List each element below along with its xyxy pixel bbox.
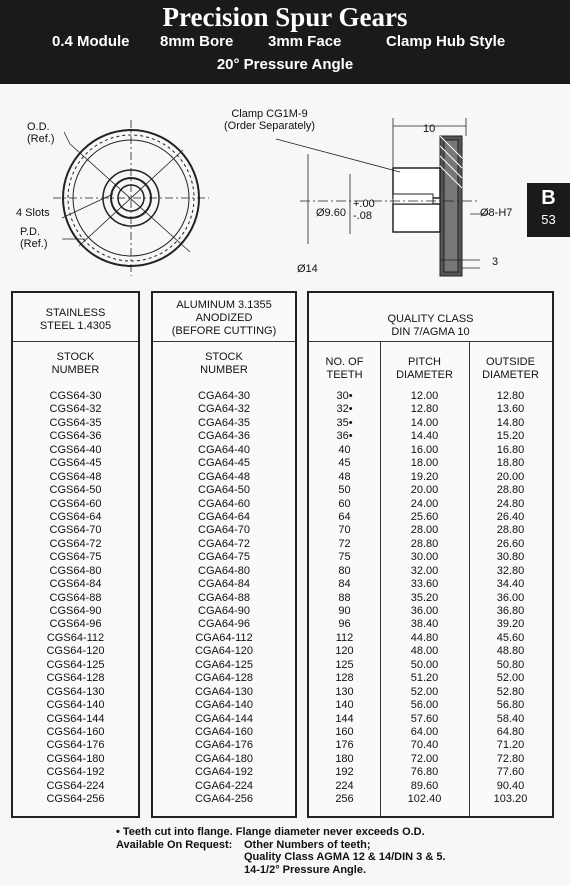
pitch-diameter: 16.00 [410,443,439,456]
outside-diameter: 77.60 [496,766,525,779]
outside-diameter: 50.80 [496,658,525,671]
aluminum-stock-number: CGA64-128 [194,672,254,685]
pitch-diameter: 89.60 [410,779,439,792]
teeth-count: 160 [335,725,354,738]
footnote-line-2 [116,839,425,852]
teeth-count: 125 [335,658,354,671]
teeth-count: 36• [336,430,353,443]
pitch-diameter: 50.00 [410,658,439,671]
section-letter: B [541,187,556,209]
pitch-diameter: 35.20 [410,591,439,604]
stainless-stock-number: CGS64-128 [46,672,105,685]
outside-diameter: 34.40 [496,578,525,591]
pitch-diameter: 12.80 [410,403,439,416]
aluminum-header: ALUMINUM 3.1355 ANODIZED (BEFORE CUTTING) [171,299,277,337]
stainless-stock-number: CGS64-140 [46,699,105,712]
stainless-stock-number: CGS64-120 [46,645,105,658]
available-label: Available On Request: [116,838,233,851]
aluminum-stock-number: CGA64-84 [198,578,250,591]
outside-diameter: 28.80 [496,484,525,497]
pressure-option-text: 14-1/2° Pressure Angle. [244,863,366,876]
gear-front-view [53,120,209,276]
pitch-diameter: 12.00 [410,390,439,402]
teeth-count: 40 [338,443,351,456]
aluminum-stock-number: CGA64-32 [198,403,250,416]
outside-diameter: 12.80 [496,390,525,402]
teeth-count: 128 [335,672,354,685]
aluminum-stock-number: CGA64-125 [194,658,254,671]
page-title: Precision Spur Gears [162,2,408,32]
stainless-header: STAINLESS STEEL 1.4305 [39,307,112,332]
pitch-diameter: 44.80 [410,631,439,644]
pitch-diameter: 48.00 [410,645,439,658]
stainless-stock-number: CGS64-75 [49,551,102,564]
pitch-diameter: 72.00 [410,752,439,765]
outside-diameter: 39.20 [496,618,525,631]
outer-diameter: Ø14 [297,263,318,275]
teeth-count: 90 [338,605,351,617]
outside-diameter: 26.40 [496,510,525,523]
teeth-count: 75 [338,551,351,564]
stainless-stock-number: CGS64-144 [46,712,105,725]
footnote [116,826,446,876]
aluminum-stock-number: CGA64-40 [198,443,250,456]
stainless-stock-number: CGS64-80 [49,564,102,577]
aluminum-stock-number: CGA64-96 [198,618,250,631]
width-dim: 10 [423,123,436,135]
stainless-col-header: STOCK NUMBER [51,351,100,376]
page-header [0,0,570,84]
outside-diameter: 18.80 [496,457,525,470]
stainless-stock-number: CGS64-72 [49,537,102,550]
teeth-count: 45 [338,457,351,470]
aluminum-stock-number: CGA64-180 [194,752,254,765]
teeth-count: 180 [335,752,354,765]
pitch-diameter: 38.40 [410,618,439,631]
stainless-stock-number: CGS64-64 [49,510,102,523]
stainless-stock-number: CGS64-32 [49,403,102,416]
stainless-stock-number: CGS64-30 [49,390,102,402]
pressure-angle-spec: 20° Pressure Angle [216,56,354,73]
teeth-count: 72 [338,537,351,550]
pitch-diameter: 33.60 [410,578,439,591]
stainless-stock-number: CGS64-90 [49,605,102,617]
teeth-count: 80 [338,564,351,577]
outside-diameter: 36.00 [496,591,525,604]
aluminum-stock-number: CGA64-90 [198,605,250,617]
outside-diameter: 64.80 [496,725,525,738]
outside-diameter: 30.80 [496,551,525,564]
pitch-diameter: 51.20 [410,672,439,685]
style-spec: Clamp Hub Style [386,33,506,50]
teeth-count: 88 [338,591,351,604]
stainless-stock-number: CGS64-40 [49,443,102,456]
teeth-count: 192 [335,766,354,779]
aluminum-stock-column [153,390,295,807]
outside-diameter: 45.60 [496,631,525,644]
outside-diameter: 36.80 [496,605,525,617]
pitch-diameter: 32.00 [410,564,439,577]
face-spec: 3mm Face [268,33,342,50]
outside-diameter: 72.80 [496,752,525,765]
aluminum-stock-number: CGA64-80 [198,564,250,577]
outside-diameter: 71.20 [496,739,525,752]
outside-diameter: 20.00 [496,470,525,483]
quality-table [307,291,554,818]
outside-diameter: 32.80 [496,564,525,577]
aluminum-stock-number: CGA64-192 [194,766,254,779]
outside-diameter: 15.20 [496,430,525,443]
outside-column [469,390,552,807]
pitch-column [380,390,469,807]
pitch-col-header: PITCH DIAMETER [396,356,453,381]
teeth-count: 224 [335,779,354,792]
footnote-line-4 [116,864,425,877]
pd-ref-label: P.D. (Ref.) [20,226,48,250]
stainless-stock-number: CGS64-96 [49,618,102,631]
bore-spec: 8mm Bore [160,33,234,50]
outside-col-header: OUTSIDE DIAMETER [482,356,539,381]
outside-diameter: 16.80 [496,443,525,456]
teeth-count: 144 [335,712,354,725]
aluminum-stock-number: CGA64-140 [194,699,254,712]
teeth-count: 140 [335,699,354,712]
teeth-count: 32• [336,403,353,416]
aluminum-stock-number: CGA64-224 [194,779,254,792]
teeth-count: 64 [338,510,351,523]
stainless-stock-number: CGS64-60 [49,497,102,510]
aluminum-stock-number: CGA64-144 [194,712,254,725]
quality-option-text: Quality Class AGMA 12 & 14/DIN 3 & 5. [244,851,446,863]
aluminum-stock-number: CGA64-72 [198,537,250,550]
outside-diameter: 48.80 [496,645,525,658]
teeth-count: 35• [336,416,353,429]
teeth-count: 256 [335,793,354,806]
hub-tolerance: +.00 -.08 [353,198,375,222]
teeth-count: 30• [336,390,353,402]
stainless-stock-number: CGS64-88 [49,591,102,604]
aluminum-stock-number: CGA64-88 [198,591,250,604]
aluminum-stock-number: CGA64-64 [198,510,250,523]
outside-diameter: 28.80 [496,524,525,537]
outside-diameter: 24.80 [496,497,525,510]
module-spec: 0.4 Module [52,33,130,50]
pitch-diameter: 28.80 [410,537,439,550]
stainless-table [11,291,140,818]
stainless-stock-number: CGS64-125 [46,658,105,671]
teeth-count: 48 [338,470,351,483]
outside-diameter: 56.80 [496,699,525,712]
teeth-count: 120 [335,645,354,658]
pitch-diameter: 76.80 [410,766,439,779]
quality-header: QUALITY CLASS DIN 7/AGMA 10 [387,313,474,338]
teeth-count: 84 [338,578,351,591]
bore-diameter: Ø8-H7 [480,207,513,219]
outside-diameter: 14.80 [496,416,525,429]
teeth-col-header: NO. OF TEETH [325,356,364,381]
pitch-diameter: 28.00 [410,524,439,537]
aluminum-stock-number: CGA64-160 [194,725,254,738]
teeth-count: 130 [335,685,354,698]
outside-diameter: 58.40 [496,712,525,725]
teeth-count: 112 [335,631,354,644]
stainless-stock-number: CGS64-256 [46,793,105,806]
aluminum-stock-number: CGA64-112 [195,631,253,644]
aluminum-stock-number: CGA64-36 [198,430,250,443]
aluminum-stock-number: CGA64-48 [198,470,250,483]
stainless-stock-number: CGS64-35 [49,416,102,429]
pitch-diameter: 14.40 [410,430,439,443]
outside-diameter: 103.20 [493,793,528,806]
aluminum-stock-number: CGA64-176 [194,739,254,752]
clamp-label: Clamp CG1M-9 (Order Separately) [224,108,316,132]
footnote-line-3 [116,851,446,864]
pitch-diameter: 52.00 [410,685,439,698]
teeth-count: 176 [335,739,354,752]
teeth-count: 50 [338,484,351,497]
pitch-diameter: 18.00 [410,457,439,470]
aluminum-stock-number: CGA64-256 [194,793,254,806]
stainless-stock-number: CGS64-176 [46,739,105,752]
pitch-diameter: 19.20 [410,470,439,483]
aluminum-stock-number: CGA64-130 [194,685,254,698]
outside-diameter: 52.80 [496,685,525,698]
pitch-diameter: 14.00 [410,416,439,429]
stainless-stock-number: CGS64-45 [49,457,102,470]
pitch-diameter: 57.60 [410,712,439,725]
stainless-stock-number: CGS64-70 [49,524,102,537]
footnote-line-1: • Teeth cut into flange. Flange diameter never exceeds O.D. [116,826,425,838]
aluminum-stock-number: CGA64-45 [198,457,250,470]
outside-diameter: 52.00 [496,672,525,685]
hub-diameter: Ø9.60 [316,207,346,219]
outside-diameter: 13.60 [496,403,525,416]
aluminum-col-header: STOCK NUMBER [200,351,248,376]
stainless-stock-number: CGS64-130 [46,685,105,698]
outside-diameter: 90.40 [496,779,525,792]
pitch-diameter: 24.00 [410,497,439,510]
aluminum-table [151,291,297,818]
aluminum-stock-number: CGA64-75 [198,551,250,564]
pitch-diameter: 25.60 [410,510,439,523]
gear-side-view [276,118,490,276]
pitch-diameter: 30.00 [410,551,439,564]
od-ref-label: O.D. (Ref.) [27,121,55,145]
aluminum-stock-number: CGA64-70 [198,524,250,537]
teeth-column [309,390,380,807]
stainless-stock-number: CGS64-192 [46,766,105,779]
stainless-stock-number: CGS64-48 [49,470,102,483]
pitch-diameter: 102.40 [407,793,442,806]
teeth-count: 60 [338,497,351,510]
aluminum-stock-number: CGA64-30 [198,390,250,402]
stainless-stock-number: CGS64-84 [49,578,102,591]
aluminum-stock-number: CGA64-50 [198,484,250,497]
pitch-diameter: 64.00 [410,725,439,738]
stainless-stock-number: CGS64-224 [46,779,105,792]
pitch-diameter: 56.00 [410,699,439,712]
pitch-diameter: 36.00 [410,605,439,617]
aluminum-stock-number: CGA64-120 [194,645,254,658]
spec-row [0,33,570,51]
pitch-diameter: 70.40 [410,739,439,752]
face-dim: 3 [492,256,499,268]
aluminum-stock-number: CGA64-35 [198,416,250,429]
teeth-count: 96 [338,618,351,631]
aluminum-stock-number: CGA64-60 [198,497,250,510]
slots-label: 4 Slots [16,207,50,219]
stainless-stock-number: CGS64-160 [46,725,105,738]
stainless-stock-column [13,390,138,807]
section-page: 53 [541,212,556,227]
teeth-count: 70 [338,524,351,537]
stainless-stock-number: CGS64-50 [49,484,102,497]
available-text: Other Numbers of teeth; [244,838,371,851]
outside-diameter: 26.60 [496,537,525,550]
stainless-stock-number: CGS64-112 [46,631,105,644]
stainless-stock-number: CGS64-36 [49,430,102,443]
stainless-stock-number: CGS64-180 [46,752,105,765]
pitch-diameter: 20.00 [410,484,439,497]
